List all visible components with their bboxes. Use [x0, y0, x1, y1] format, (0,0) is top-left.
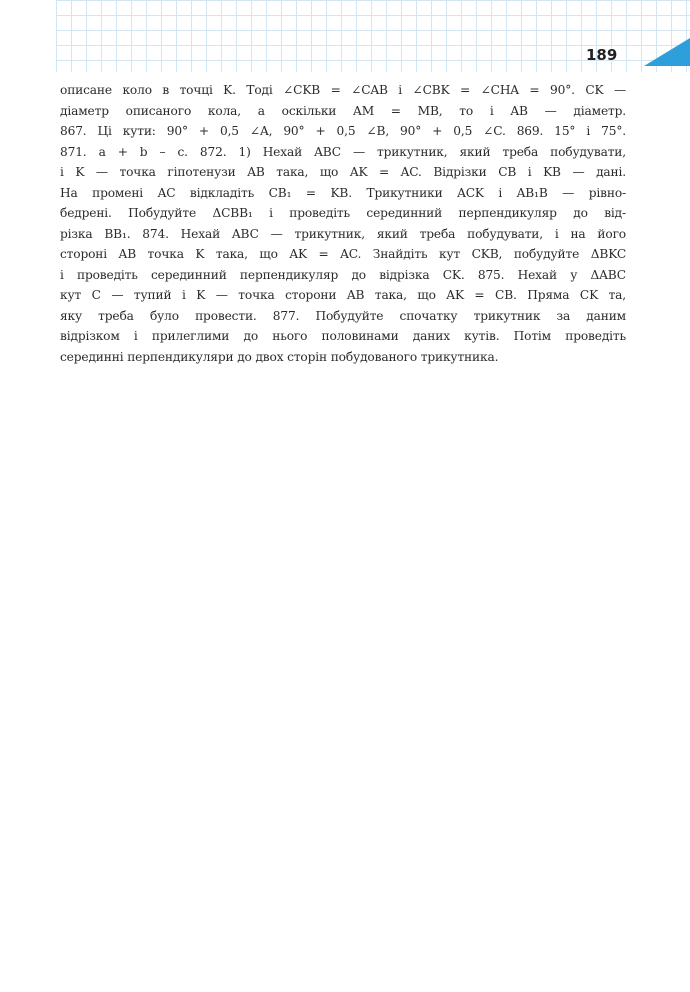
text-line-10: і проведіть серединний перпендикуляр до відрізка CK. 875. Нехай у ΔABC: [60, 267, 626, 282]
answers-text-block: [60, 80, 626, 367]
text-line-13: відрізком і прилеглими до нього половинами даних кутів. Потім проведіть: [60, 329, 626, 343]
text-line-5: і K — точка гіпотенузи AB така, що AK = AC. Відрізки CB і KB — дані.: [60, 165, 626, 179]
text-line-3: 867. Ці кути: 90° + 0,5 ∠A, 90° + 0,5 ∠B, 90° + 0,5 ∠C. 869. 15° і 75°.: [60, 124, 626, 138]
text-line-9: стороні AB точка K така, що AK = AC. Знайдіть кут CKB, побудуйте ΔBKC: [60, 247, 626, 261]
page-corner-triangle: [644, 38, 690, 66]
text-line-6: На промені AC відкладіть CB₁ = KB. Трикутники ACK і AB₁B — рівно-: [60, 185, 626, 200]
text-line-2: діаметр описаного кола, а оскільки AM = MB, то і AB — діаметр.: [60, 103, 626, 118]
text-line-8: різка BB₁. 874. Нехай ABC — трикутник, який треба побудувати, і на його: [60, 226, 626, 241]
text-line-14: серединні перпендикуляри до двох сторін побудованого трикутника.: [60, 349, 499, 364]
text-line-1: описане коло в точці K. Тоді ∠CKB = ∠CAB і ∠CBK = ∠CHA = 90°. CK —: [60, 83, 626, 97]
text-line-4: 871. a + b – c. 872. 1) Нехай ABC — трикутник, який треба побудувати,: [60, 144, 626, 159]
text-line-11: кут C — тупий і K — точка сторони AB така, що AK = CB. Пряма CK та,: [60, 288, 626, 302]
text-line-12: яку треба було провести. 877. Побудуйте спочатку трикутник за даним: [60, 308, 626, 323]
page-number: 189: [586, 46, 618, 64]
text-line-7: бедрені. Побудуйте ΔCBB₁ і проведіть серединний перпендикуляр до від-: [60, 206, 626, 220]
